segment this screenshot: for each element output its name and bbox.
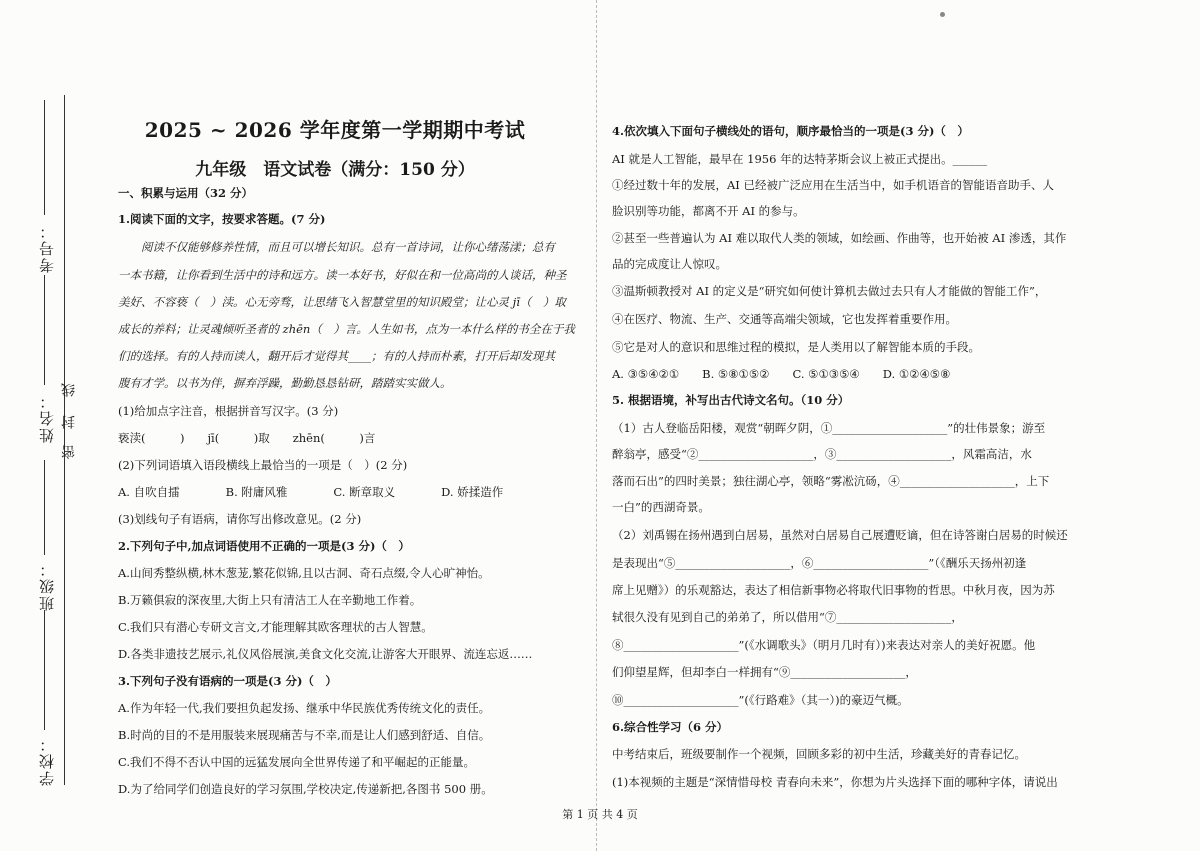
name-line bbox=[44, 275, 45, 385]
passage-line: 品的完成度让人惊叹。 bbox=[612, 257, 727, 271]
option-a: A.作为年轻一代,我们要担负起发扬、继承中华民族优秀传统文化的责任。 bbox=[118, 701, 491, 715]
seal-seal-char: 封 bbox=[61, 415, 77, 429]
question-4-options: A. ③⑤④②① B. ⑤⑧①⑤② C. ⑤①③⑤④ D. ①②④⑤⑧ bbox=[612, 367, 951, 381]
passage-line: 中考结束后，班级要制作一个视频，回顾多彩的初中生活，珍藏美好的青春记忆。 bbox=[612, 747, 1026, 761]
exam-subtitle: 九年级 语文试卷（满分：150 分） bbox=[195, 160, 475, 180]
question-1-2: (2)下列词语填入语段横线上最恰当的一项是（ ）(2 分) bbox=[118, 458, 408, 472]
passage-line: 们的选择。有的人持而读人，翻开后才觉得其____；有的人持而朴素，打开后却发现其 bbox=[118, 349, 555, 363]
option-d: D.各类非遗技艺展示,礼仪风俗展演,美食文化交流,让游客大开眼界、流连忘返…… bbox=[118, 647, 533, 661]
fill-line: 一白”的西湖奇景。 bbox=[612, 500, 710, 514]
fill-line: 落而石出”的四时美景；独往湖心亭，领略“雾凇沆砀，④____________________，上下 bbox=[612, 474, 1050, 488]
passage-line: 腹有才学。以书为伴，摒弃浮躁，勤勤恳恳钻研，踏踏实实做人。 bbox=[118, 376, 452, 390]
question-1-1: (1)给加点字注音，根据拼音写汉字。(3 分) bbox=[118, 404, 339, 418]
seal-secret-char: 密 bbox=[61, 445, 77, 459]
question-4: 4.依次填入下面句子横线处的语句，顺序最恰当的一项是(3 分)（ ） bbox=[612, 124, 969, 138]
exam-number-label: 考号： bbox=[38, 222, 56, 273]
passage-line: ③温斯顿教授对 AI 的定义是“研究如何使计算机去做过去只有人才能做的智能工作”， bbox=[612, 284, 1047, 298]
question-3: 3.下列句子没有语病的一项是(3 分)（ ） bbox=[118, 674, 337, 688]
option-a: A.山间秀整纵横,林木葱茏,繁花似锦,且以古洞、奇石点缀,令人心旷神怡。 bbox=[118, 566, 490, 580]
fill-line: 轼很久没有见到自己的弟弟了，所以借用“⑦____________________， bbox=[612, 610, 963, 624]
punch-hole bbox=[940, 12, 945, 17]
question-5: 5. 根据语境，补写出古代诗文名句。（10 分） bbox=[612, 393, 850, 407]
option-b: B.万籁俱寂的深夜里,大街上只有清洁工人在辛勤地工作着。 bbox=[118, 593, 422, 607]
question-1-3: (3)划线句子有语病，请你写出修改意见。(2 分) bbox=[118, 512, 362, 526]
school-label: 学校： bbox=[38, 735, 56, 786]
column-divider bbox=[596, 0, 597, 851]
fill-line: 席上见赠》）的乐观豁达，表达了相信新事物必将取代旧事物的哲思。中秋月夜，因为苏 bbox=[612, 583, 1055, 597]
seal-line-char: 线 bbox=[61, 383, 77, 397]
passage-line: ①经过数十年的发展，AI 已经被广泛应用在生活当中，如手机语音的智能语音助手、人 bbox=[612, 178, 1054, 192]
passage-line: 脸识别等功能，都离不开 AI 的参与。 bbox=[612, 204, 805, 218]
passage-line: 一本书籍，让你看到生活中的诗和远方。读一本好书，好似在和一位高尚的人谈话，种圣 bbox=[118, 268, 567, 282]
fill-line: （2）刘禹锡在扬州遇到白居易，虽然对白居易自己展遭贬谪，但在诗答谢白居易的时候还 bbox=[612, 528, 1068, 542]
passage-line: ④在医疗、物流、生产、交通等高端尖领域，它也发挥着重要作用。 bbox=[612, 312, 957, 326]
fill-line: 醉翁亭，感受“②____________________，③____________________，风霜高洁，水 bbox=[612, 447, 1032, 461]
section-heading: 一、积累与运用（32 分） bbox=[118, 186, 254, 200]
option-d: D.为了给同学们创造良好的学习氛围,学校决定,传递新把,各图书 500 册。 bbox=[118, 782, 493, 796]
exam-title: 2025 ~ 2026 学年度第一学期期中考试 bbox=[144, 118, 526, 142]
passage-line: AI 就是人工智能，最早在 1956 年的达特茅斯会议上被正式提出。______ bbox=[612, 152, 988, 166]
fill-line: 们仰望星辉，但却李白一样拥有“⑨____________________， bbox=[612, 665, 917, 679]
passage-line: ②甚至一些普遍认为 AI 难以取代人类的领域，如绘画、作曲等，也开始被 AI 渗透，其作 bbox=[612, 231, 1067, 245]
passage-line: 美好、不容亵（ ）渎。心无旁骛，让思绪飞入智慧堂里的知识殿堂；让心灵 jī（ ）取 bbox=[118, 295, 566, 309]
question-1-2-options: A. 自吹自擂 B. 附庸风雅 C. 断章取义 D. 娇揉造作 bbox=[118, 485, 504, 499]
fill-line: ⑧____________________”(《水调歌头》（明月几时有）)来表达对亲人的美好祝愿。他 bbox=[612, 638, 1036, 652]
option-c: C.我们只有潜心专研文言文,才能理解其欧客理状的古人智慧。 bbox=[118, 620, 433, 634]
fill-line: 是表现出“⑤____________________，⑥____________________”（《酬乐天扬州初逢 bbox=[612, 556, 1027, 570]
passage-line: 成长的养料；让灵魂倾听圣者的 zhēn（ ）言。人生如书，点为一本什么样的书全在于我 bbox=[118, 322, 575, 336]
class-label: 班级： bbox=[38, 560, 56, 611]
pinyin-blanks: 亵渎( ) jī( )取 zhēn( )言 bbox=[118, 431, 376, 445]
class-line bbox=[44, 460, 45, 555]
fill-line: （1）古人登临岳阳楼，观赏“朝晖夕阴，①____________________”的壮伟景象；游至 bbox=[612, 421, 1046, 435]
fill-line: ⑩____________________”(《行路难》（其一）)的豪迈气概。 bbox=[612, 693, 909, 707]
passage-line: 阅读不仅能够修养性情，而且可以增长知识。总有一首诗词，让你心绪荡漾；总有 bbox=[118, 240, 555, 254]
name-label: 姓名： bbox=[38, 392, 56, 443]
page-number: 第 1 页 共 4 页 bbox=[562, 808, 638, 821]
question-1: 1.阅读下面的文字，按要求答题。(7 分) bbox=[118, 212, 326, 226]
exam-number-line bbox=[44, 100, 45, 215]
question-6: 6.综合性学习（6 分） bbox=[612, 720, 729, 734]
option-b: B.时尚的目的不是用服装来展现痛苦与不幸,而是让人们感到舒适、自信。 bbox=[118, 728, 491, 742]
question-6-1: (1)本视频的主题是“深情惜母校 青春向未来”，你想为片头选择下面的哪种字体，请说出 bbox=[612, 775, 1058, 789]
binding-rule bbox=[64, 95, 65, 785]
option-c: C.我们不得不否认中国的远猛发展向全世界传递了和平崛起的正能量。 bbox=[118, 755, 476, 769]
question-2: 2.下列句子中,加点词语使用不正确的一项是(3 分)（ ） bbox=[118, 539, 410, 553]
passage-line: ⑤它是对人的意识和思维过程的模拟，是人类用以了解智能本质的手段。 bbox=[612, 340, 980, 354]
school-line bbox=[44, 610, 45, 730]
binding-margin bbox=[0, 0, 100, 851]
